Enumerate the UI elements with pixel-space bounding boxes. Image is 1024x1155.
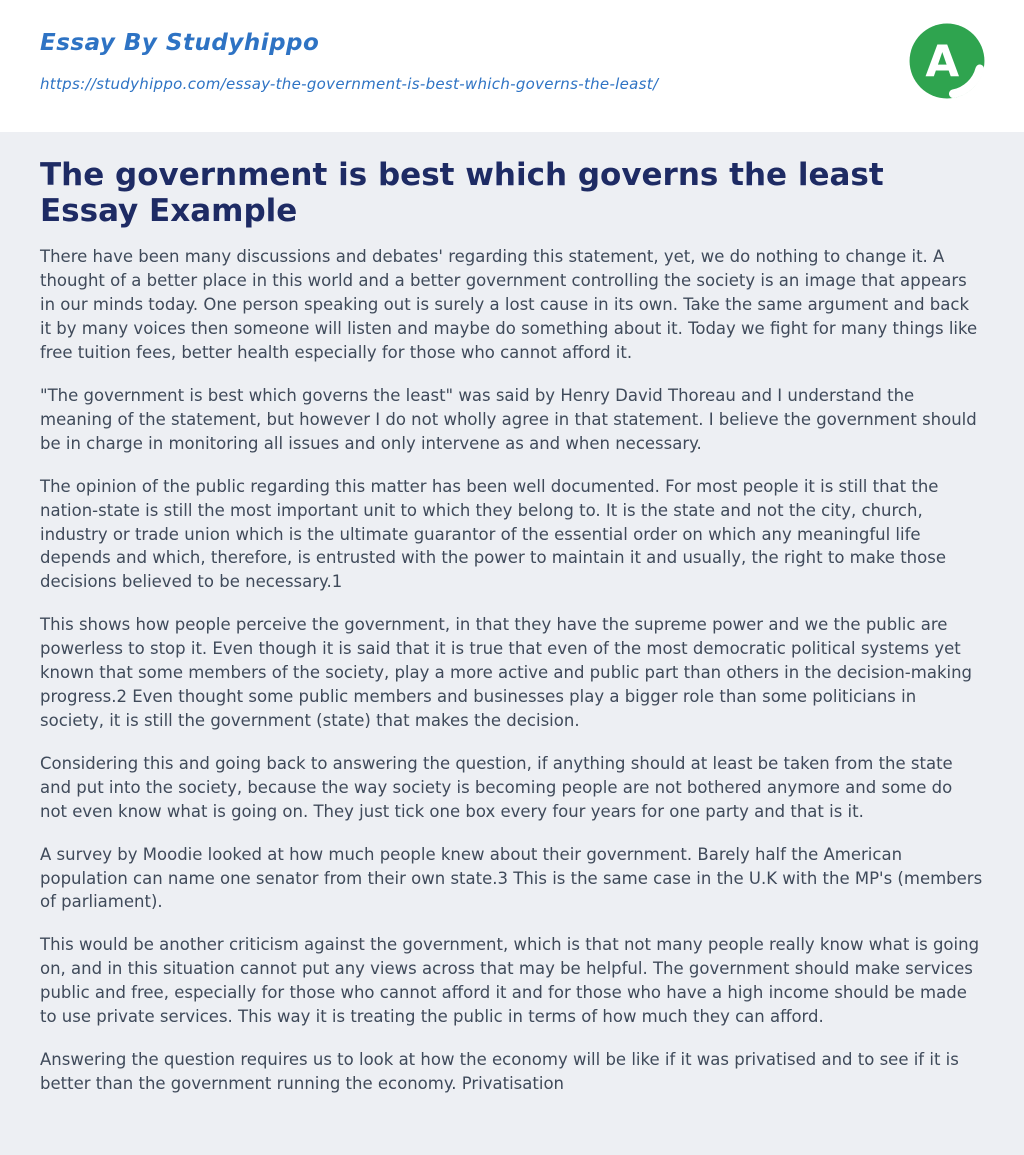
logo-letter: A	[925, 36, 960, 88]
studyhippo-logo[interactable]	[908, 22, 986, 100]
essay-content	[0, 132, 1024, 1155]
essay-paragraph-2: "The government is best which governs the least" was said by Henry David Thoreau and I understand the meaning of the statement, but however I do not wholly agree in that statement. I believe the government should be in charge in monitoring all issues and only intervene as and when necessary.	[40, 385, 977, 453]
essay-paragraph-4: This shows how people perceive the government, in that they have the supreme power and we the public are powerless to stop it. Even though it is said that it is true that even of the most democratic political systems yet known that some members of the society, play a more active and public part than others in the decision-making progress.2 Even thought some public members and businesses play a bigger role than some politicians in society, it is still the government (state) that makes the decision.	[40, 615, 973, 730]
essay-paragraph-3: The opinion of the public regarding this matter has been well documented. For most people it is still that the nation-state is still the most important unit to which they belong to. It is the state and not the city, church, industry or trade union which is the ultimate guarantor of the essential order on which any meaningful life depends and which, therefore, is entrusted with the power to maintain it and usually, the right to make those decisions believed to be necessary.1	[40, 476, 946, 592]
essay-paragraph-5: Considering this and going back to answering the question, if anything should at least be taken from the state and put into the society, because the way society is becoming people are not bothered anymore and some do not even know what is going on. They just tick one box every four years for one party and that is it.	[40, 753, 953, 821]
essay-paragraph-1: There have been many discussions and debates' regarding this statement, yet, we do nothing to change it. A thought of a better place in this world and a better government controlling the society is an image that appears in our minds today. One person speaking out is surely a lost cause in its own. Take the same argument and back it by many voices then someone will listen and maybe do something about it. Today we fight for many things like free tuition fees, better health especially for those who cannot afford it.	[40, 247, 978, 362]
essay-title: The government is best which governs the least Essay Example	[40, 157, 884, 229]
essay-paragraph-7: This would be another criticism against the government, which is that not many people really know what is going on, and in this situation cannot put any views across that may be helpful. The government should make services public and free, especially for those who cannot afford it and for those who have a high income should be made to use private services. This way it is treating the public in terms of how much they can afford.	[40, 935, 980, 1027]
essay-url-link[interactable]: https://studyhippo.com/essay-the-government-is-best-which-governs-the-least/	[40, 75, 659, 93]
site-title: Essay By Studyhippo	[40, 30, 320, 56]
essay-paragraph-6: A survey by Moodie looked at how much people knew about their government. Barely half the American population can name one senator from their own state.3 This is the same case in the U.K with the MP's (members of parliament).	[40, 844, 983, 912]
studyhippo-logo-icon	[908, 22, 986, 100]
page-header	[0, 0, 1024, 132]
essay-paragraph-8: Answering the question requires us to look at how the economy will be like if it was privatised and to see if it is better than the government running the economy. Privatisation	[40, 1050, 959, 1094]
